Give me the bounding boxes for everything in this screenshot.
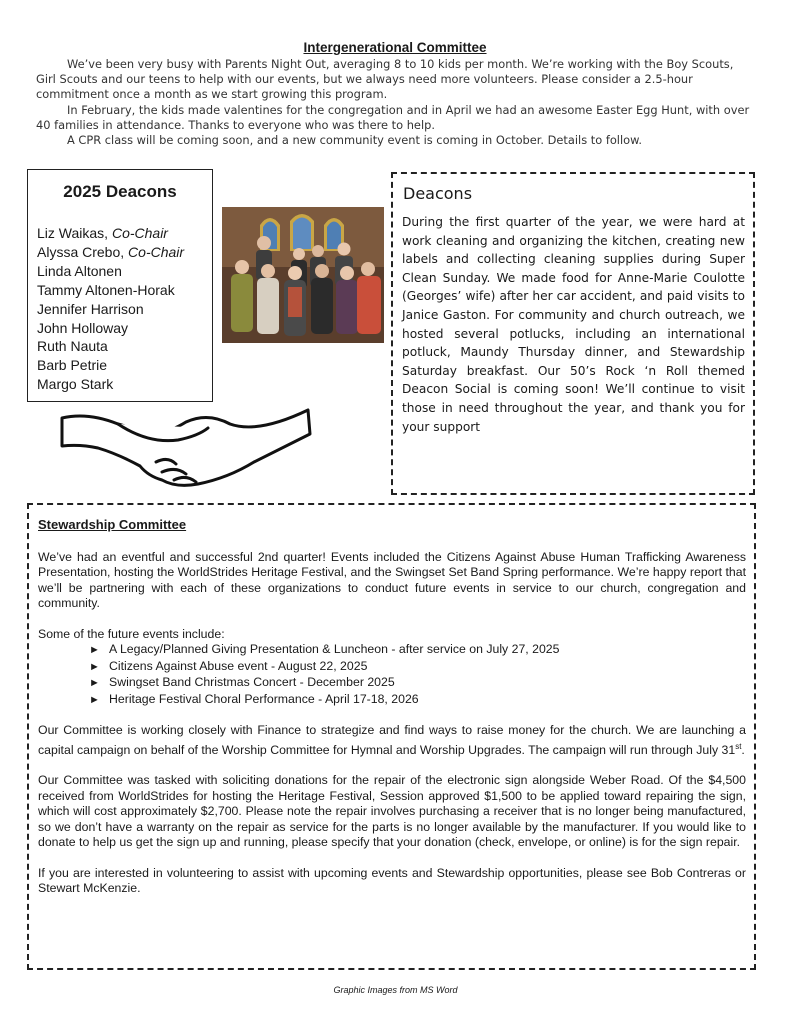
stewardship-section bbox=[27, 503, 756, 970]
future-events-list bbox=[38, 642, 746, 708]
list-item bbox=[89, 692, 746, 709]
sign-repair-paragraph: Our Committee was tasked with soliciting donations for the repair of the electronic sign alongside Weber Road. Of the $4,500 received from WorldStrides for hosting the Heritage Festival, Session approved $1,500 to be applied toward repairing the sign, which will cost approximately $2,700. Please note the repair involves purchasing a receiver that is no longer being manufactured, so we don’t have a warranty on the repair as service for the parts is no longer available by the manufacturer. If you would like to donate to help us get the sign up and running, please specify that your donation (check, envelope, or online) is for the sign repair. bbox=[38, 773, 746, 850]
event-text: Heritage Festival Choral Performance - April 17-18, 2026 bbox=[109, 691, 419, 706]
member-name: Ruth Nauta bbox=[37, 338, 108, 355]
finance-paragraph bbox=[38, 723, 746, 758]
future-events-lead: Some of the future events include: bbox=[38, 626, 225, 641]
list-item bbox=[37, 375, 212, 394]
list-item bbox=[37, 243, 212, 262]
deacons-group-photo bbox=[222, 207, 384, 343]
stewardship-title: Stewardship Committee bbox=[38, 517, 187, 532]
member-name: Margo Stark bbox=[37, 376, 114, 393]
member-role: Co-Chair bbox=[111, 225, 168, 241]
volunteer-paragraph: If you are interested in volunteering to assist with upcoming events and Stewardship opportunities, please see Bob Contreras or Stewart McKenzie. bbox=[38, 865, 746, 896]
intergenerational-paragraph-2: In February, the kids made valentines for the congregation and in April we had an awesome Easter Egg Hunt, with over 40 families in attendance. Thanks to everyone who was there to help. bbox=[36, 102, 750, 132]
member-role: Co-Chair bbox=[128, 243, 185, 260]
list-item bbox=[89, 659, 746, 676]
list-item bbox=[37, 319, 212, 338]
event-text: Citizens Against Abuse event - August 22, 2025 bbox=[109, 658, 368, 673]
list-item bbox=[37, 337, 212, 356]
finance-text: Our Committee is working closely with Finance to strategize and find ways to raise money for the church. We are launching a capital campaign on behalf of the Worship Committee for Hymnal and Worship Upgrades. The campaign will run through July 31 bbox=[38, 723, 746, 757]
list-item bbox=[37, 262, 212, 281]
intergenerational-title: Intergenerational Committee bbox=[303, 40, 487, 55]
member-name: Linda Altonen bbox=[37, 262, 122, 279]
list-item bbox=[37, 356, 212, 375]
member-name: Alyssa Crebo, bbox=[37, 243, 129, 260]
intergenerational-paragraph-1: We’ve been very busy with Parents Night Out, averaging 8 to 10 kids per month. We’re working with the Boy Scouts, Girl Scouts and our teens to help with our events, but we always need more volunteers. Please consider a 2.5-hour commitment once a month as we start growing this program. bbox=[36, 57, 734, 102]
finance-superscript: st bbox=[735, 741, 742, 751]
event-text: A Legacy/Planned Giving Presentation & Luncheon - after service on July 27, 2025 bbox=[109, 642, 560, 656]
intergenerational-section bbox=[36, 40, 754, 148]
list-item bbox=[37, 300, 212, 319]
list-item bbox=[37, 281, 212, 300]
stewardship-intro: We’ve had an eventful and successful 2nd quarter! Events included the Citizens Against Abuse Human Trafficking Awareness Presentation, hosting the WorldStrides Heritage Festival, and the Swingset Set Band Spring performance. We’re happy report that we’ll be partnering with each of these organizations to conduct future events in service to our church, congregation and community. bbox=[38, 549, 746, 610]
deacons-roster-title: 2025 Deacons bbox=[63, 182, 177, 201]
member-name: John Holloway bbox=[37, 319, 129, 336]
member-name: Barb Petrie bbox=[37, 357, 108, 374]
list-item bbox=[89, 642, 746, 659]
list-item bbox=[37, 224, 212, 243]
image-credit: Graphic Images from MS Word bbox=[333, 985, 458, 995]
member-name: Jennifer Harrison bbox=[37, 300, 144, 317]
deacons-body: During the first quarter of the year, we were hard at work cleaning and organizing the kitchen, creating new labels and collecting cleaning supplies during Super Clean Sunday. We made food for Anne-Marie Coulotte (Georges’ wife) after her car accident, and paid visits to Janice Gaston. For community and church outreach, we hosted several potlucks, including an international potluck, Maundy Thursday dinner, and Stewardship Saturday breakfast. Our 50’s Rock ‘n Roll themed Deacon Social is coming soon! We’ll continue to visit those in need throughout the year, and thank you for your support bbox=[402, 215, 745, 434]
deacons-roster-box bbox=[27, 169, 213, 402]
list-item bbox=[89, 675, 746, 692]
handshake-icon bbox=[58, 404, 313, 488]
deacons-section bbox=[391, 172, 755, 495]
member-name: Tammy Altonen-Horak bbox=[37, 281, 175, 298]
member-name: Liz Waikas, bbox=[37, 225, 112, 241]
deacons-roster-list bbox=[28, 224, 212, 394]
deacons-title: Deacons bbox=[403, 184, 473, 203]
finance-end: . bbox=[741, 742, 745, 757]
event-text: Swingset Band Christmas Concert - December 2025 bbox=[109, 675, 395, 689]
intergenerational-paragraph-3: A CPR class will be coming soon, and a new community event is coming in October. Details to follow. bbox=[67, 133, 642, 148]
